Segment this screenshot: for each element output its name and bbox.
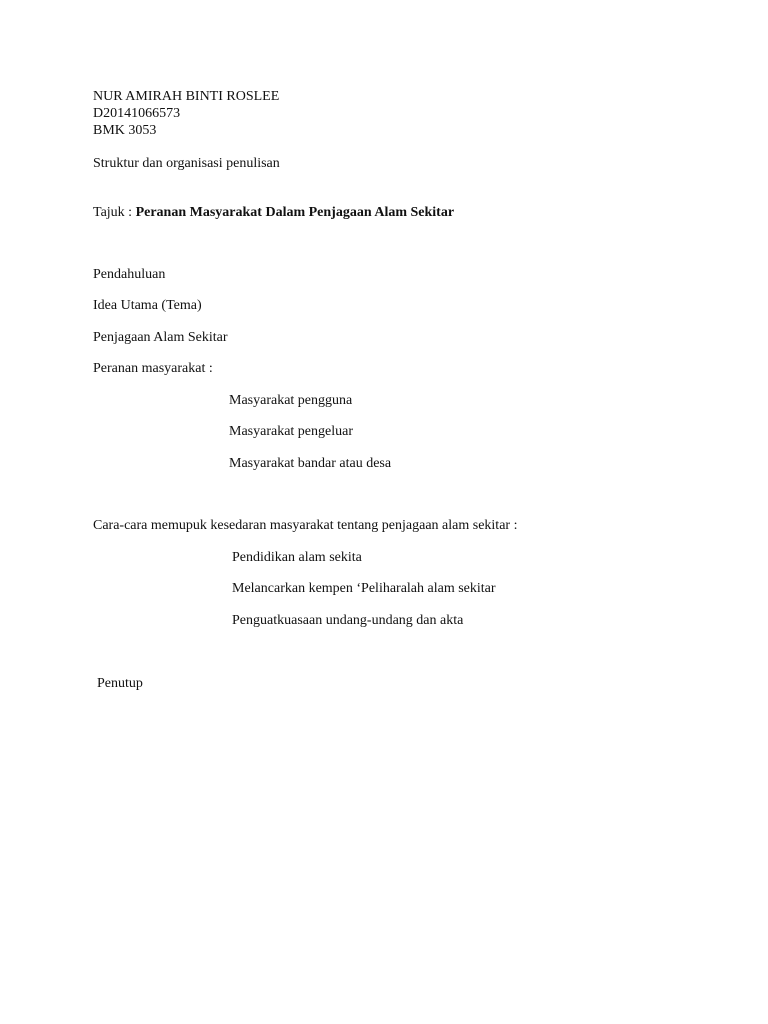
way-item: Melancarkan kempen ‘Peliharalah alam sekitar [232, 581, 496, 596]
ways-heading: Cara-cara memupuk kesedaran masyarakat tentang penjagaan alam sekitar : [93, 518, 518, 533]
course-code: BMK 3053 [93, 123, 157, 138]
way-item: Penguatkuasaan undang-undang dan akta [232, 613, 464, 628]
role-item: Masyarakat pengguna [229, 393, 353, 408]
document-subtitle: Struktur dan organisasi penulisan [93, 156, 280, 171]
section-closing: Penutup [97, 676, 143, 691]
role-item: Masyarakat pengeluar [229, 424, 353, 439]
way-item: Pendidikan alam sekita [232, 550, 362, 565]
section-theme: Penjagaan Alam Sekitar [93, 330, 228, 345]
section-main-idea: Idea Utama (Tema) [93, 298, 202, 313]
title-text: Peranan Masyarakat Dalam Penjagaan Alam Sekitar [135, 205, 455, 220]
role-item: Masyarakat bandar atau desa [229, 456, 392, 471]
section-introduction: Pendahuluan [93, 267, 166, 282]
document-title [93, 204, 454, 221]
roles-heading: Peranan masyarakat : [93, 361, 213, 376]
title-prefix: Tajuk : [93, 205, 136, 220]
student-id: D20141066573 [93, 106, 181, 121]
author-name: NUR AMIRAH BINTI ROSLEE [93, 89, 280, 104]
